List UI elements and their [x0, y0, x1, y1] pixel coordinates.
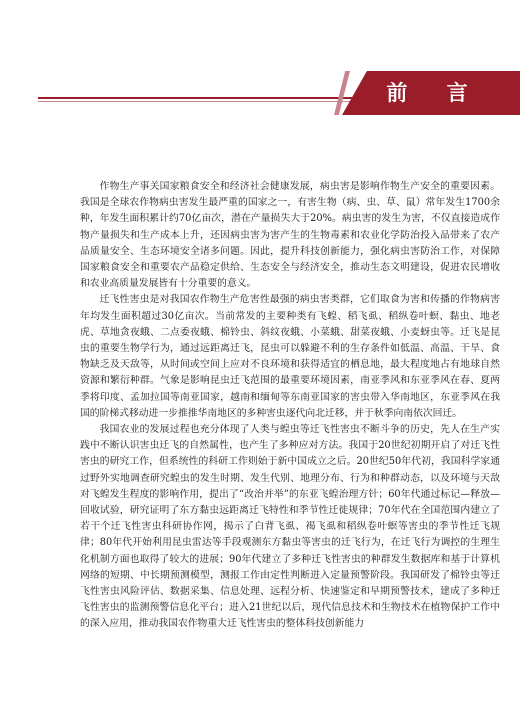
paragraph-1: 作物生产事关国家粮食安全和经济社会健康发展，病虫害是影响作物生产安全的重要因素。我国是全球农作物病虫害发生最严重的国家之一，有害生物（病、虫、草、鼠）常年发生1700余种，年发生面积累计约70亿亩次，潜在产量损失大于20%。病虫害的发生为害，不仅直接造成作物产量损失和生产成本上升，还因病虫害为害产生的生物毒素和农业化学防治投入品带来了农产品质量安全、生态环境安全诸多问题。因此，提升科技创新能力，强化病虫害防治工作，对保障国家粮食安全和重要农产品稳定供给、生态安全与经济安全，推动生态文明建设，促进农民增收和农业高质量发展皆有十分重要的意义。 — [80, 181, 500, 290]
body-text — [80, 179, 500, 633]
paragraph-3: 我国农业的发展过程也充分体现了人类与蝗虫等迁飞性害虫不断斗争的历史，先人在生产实践中不断认识害虫迁飞的自然属性，也产生了多种应对方法。我国于20世纪初期开启了对迁飞性害虫的研究工作，但系统性的科研工作则始于新中国成立之后。20世纪50年代初，我国科学家通过野外实地调查研究蝗虫的发生时期、发生代别、地理分布、行为和种群动态，以及环境与天敌对飞蝗发生程度的影响作用，提出了“改治并举”的东亚飞蝗治理方针；60年代通过标记—释放—回收试验，研究证明了东方黏虫远距离迁飞特性和季节性迁徙规律；70年代在全国范围内建立了若干个迁飞性害虫科研协作网，揭示了白背飞虱、褐飞虱和稻纵卷叶螟等害虫的季节性迁飞规律；80年代开始利用昆虫雷达等手段观测东方黏虫等害虫的迁飞行为，在迁飞行为调控的生理生化机制方面也取得了较大的进展；90年代建立了多种迁飞性害虫的种群发生数据库和基于计算机网络的短期、中长期预测模型，测报工作由定性判断进入定量预警阶段。我国研发了棉铃虫等迁飞性害虫风险评估、数据采集、信息处理、远程分析、快速鉴定和早期预警技术，建成了多种迁飞性害虫的监测预警信息化平台；进入21世纪以后，现代信息技术和生物技术在植物保护工作中的深入应用，推动我国农作物重大迁飞性害虫的整体科技创新能力 — [80, 424, 500, 630]
paragraph-2: 迁飞性害虫是对我国农作物生产危害性最强的病虫害类群，它们取食为害和传播的作物病害年均发生面积超过30亿亩次。当前常发的主要种类有飞蝗、稻飞虱、稻纵卷叶螟、黏虫、地老虎、草地贪夜蛾、二点委夜蛾、棉铃虫、斜纹夜蛾、小菜蛾、甜菜夜蛾、小麦蚜虫等。迁飞是昆虫的重要生物学行为，通过远距离迁飞，昆虫可以躲避不利的生存条件如低温、高温、干旱、食物缺乏及天敌等，从时间或空间上应对不良环境和获得适宜的栖息地，最大程度地占有地球自然资源和繁衍种群。气象是影响昆虫迁飞范围的最重要环境因素，南亚季风和东亚季风在春、夏两季将印度、孟加拉国等南亚国家，越南和缅甸等东南亚国家的害虫带入华南地区，东亚季风在我国的阶梯式移动进一步推推华南地区的多种害虫逐代向北迁移，并于秋季向南依次回迁。 — [80, 294, 500, 419]
page-title: 前 言 — [386, 81, 484, 105]
